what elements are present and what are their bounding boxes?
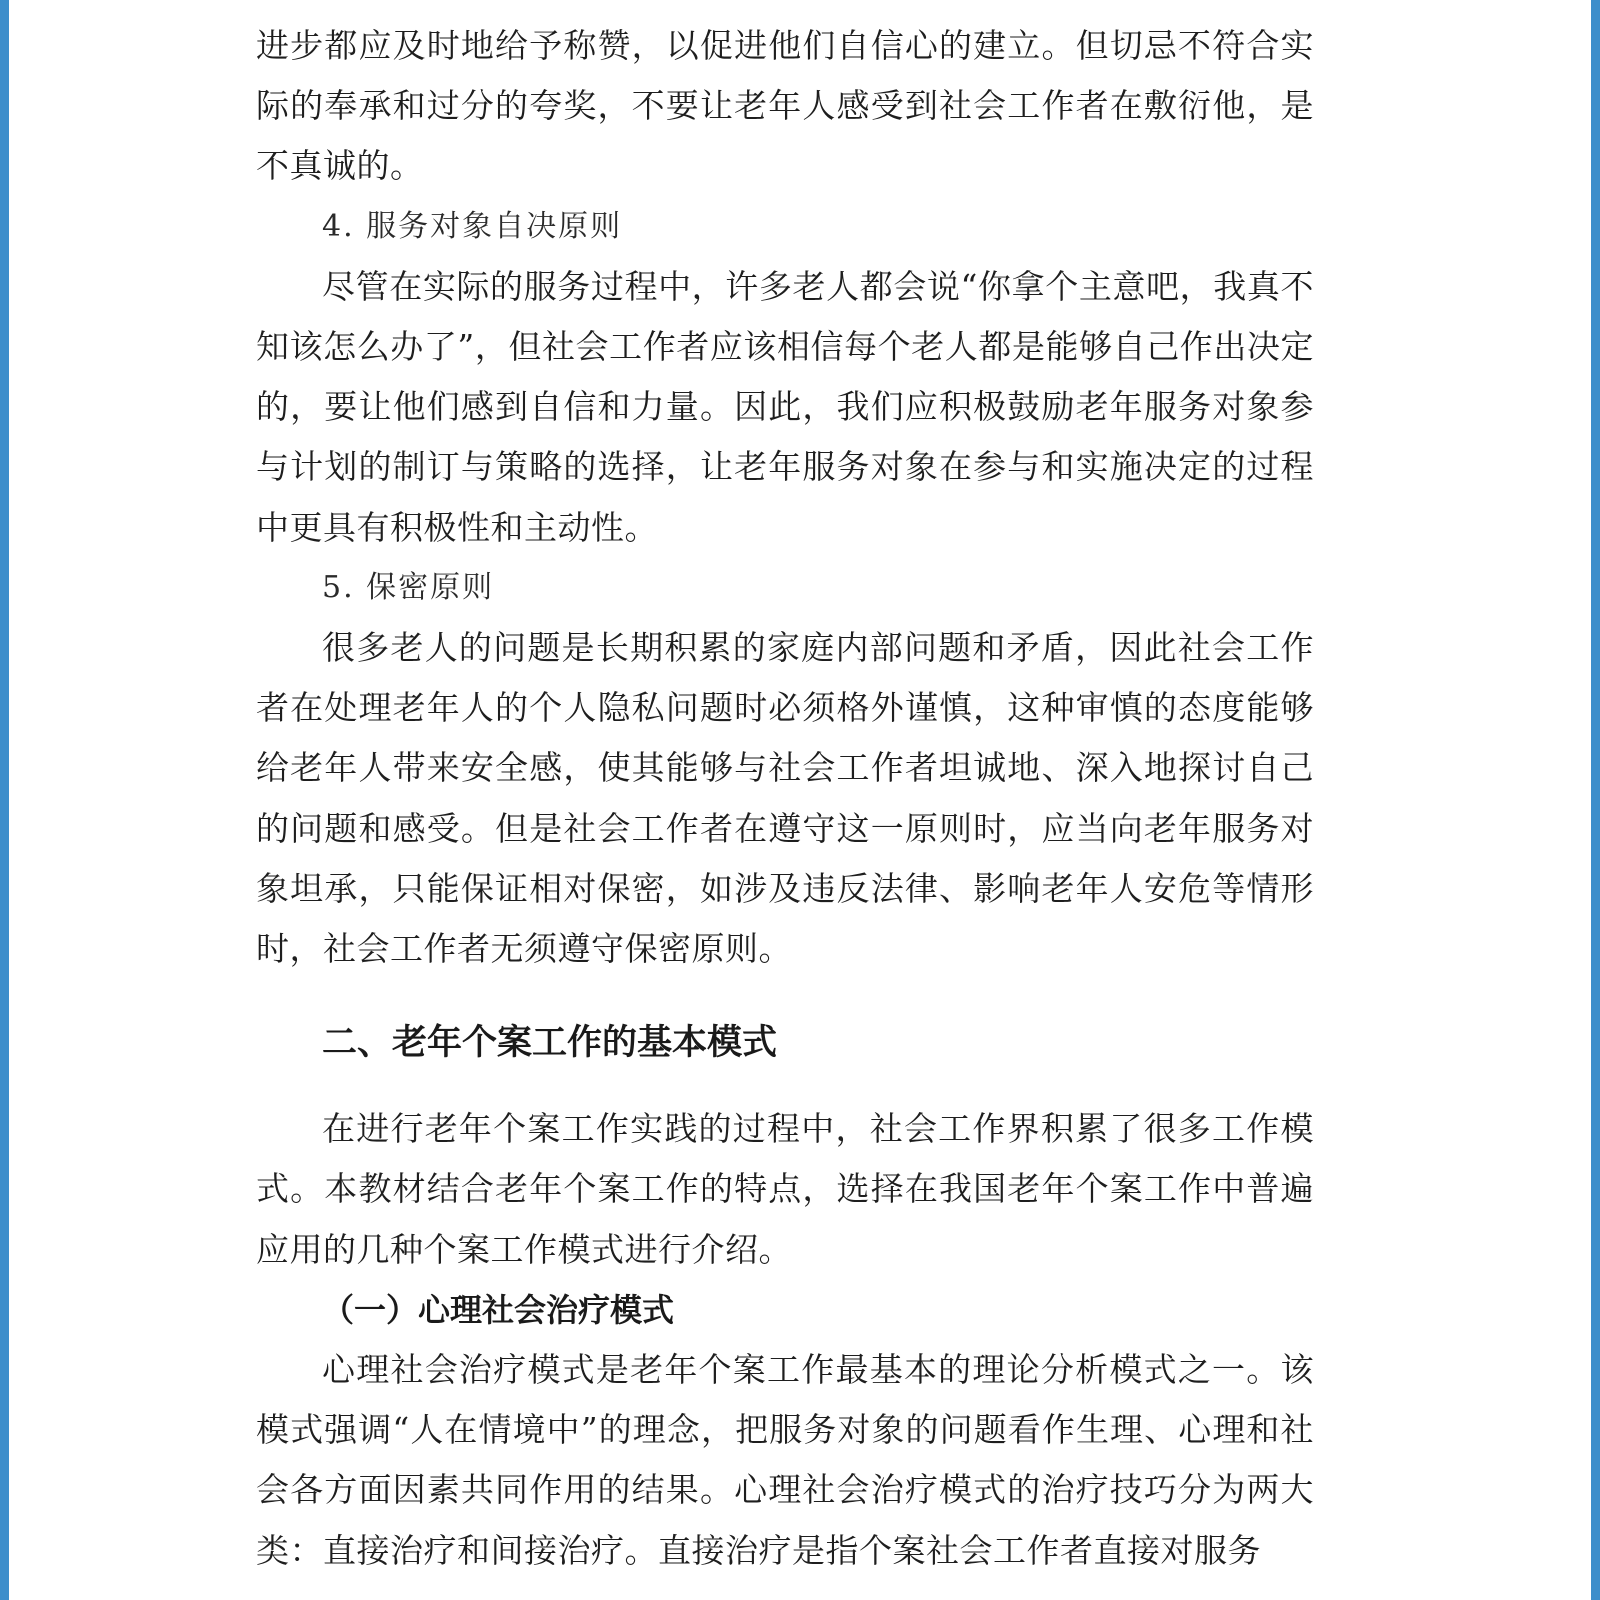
subsection-1-heading: （一）心理社会治疗模式	[322, 1290, 675, 1329]
left-frame-bar	[0, 0, 9, 1600]
section-2-paragraph: 在进行老年个案工作实践的过程中，社会工作界积累了很多工作模式。本教材结合老年个案工作的特点，选择在我国老年个案工作中普遍应用的几种个案工作模式进行介绍。	[256, 1109, 1314, 1269]
principle-5-heading: 5. 保密原则	[322, 569, 495, 605]
right-frame-bar	[1591, 0, 1600, 1600]
subsection-1-paragraph: 心理社会治疗模式是老年个案工作最基本的理论分析模式之一。该模式强调“人在情境中”的理念，把服务对象的问题看作生理、心理和社会各方面因素共同作用的结果。心理社会治疗模式的治疗技巧分为两大类：直接治疗和间接治疗。直接治疗是指个案社会工作者直接对服务	[256, 1350, 1314, 1570]
page-content	[256, 16, 1314, 1581]
continued-paragraph: 进步都应及时地给予称赞，以促进他们自信心的建立。但切忌不符合实际的奉承和过分的夸奖，不要让老年人感受到社会工作者在敷衍他，是不真诚的。	[256, 26, 1314, 186]
section-2-heading: 二、老年个案工作的基本模式	[322, 1023, 778, 1064]
document-page[interactable]	[256, 0, 1314, 1600]
principle-5-paragraph: 很多老人的问题是长期积累的家庭内部问题和矛盾，因此社会工作者在处理老年人的个人隐私问题时必须格外谨慎，这种审慎的态度能够给老年人带来安全感，使其能够与社会工作者坦诚地、深入地探讨自己的问题和感受。但是社会工作者在遵守这一原则时，应当向老年服务对象坦承，只能保证相对保密，如涉及违反法律、影响老年人安危等情形时，社会工作者无须遵守保密原则。	[256, 628, 1314, 969]
principle-4-heading: 4. 服务对象自决原则	[322, 208, 623, 244]
principle-4-paragraph: 尽管在实际的服务过程中，许多老人都会说“你拿个主意吧，我真不知该怎么办了”，但社会工作者应该相信每个老人都是能够自己作出决定的，要让他们感到自信和力量。因此，我们应积极鼓励老年服务对象参与计划的制订与策略的选择，让老年服务对象在参与和实施决定的过程中更具有积极性和主动性。	[256, 266, 1314, 547]
